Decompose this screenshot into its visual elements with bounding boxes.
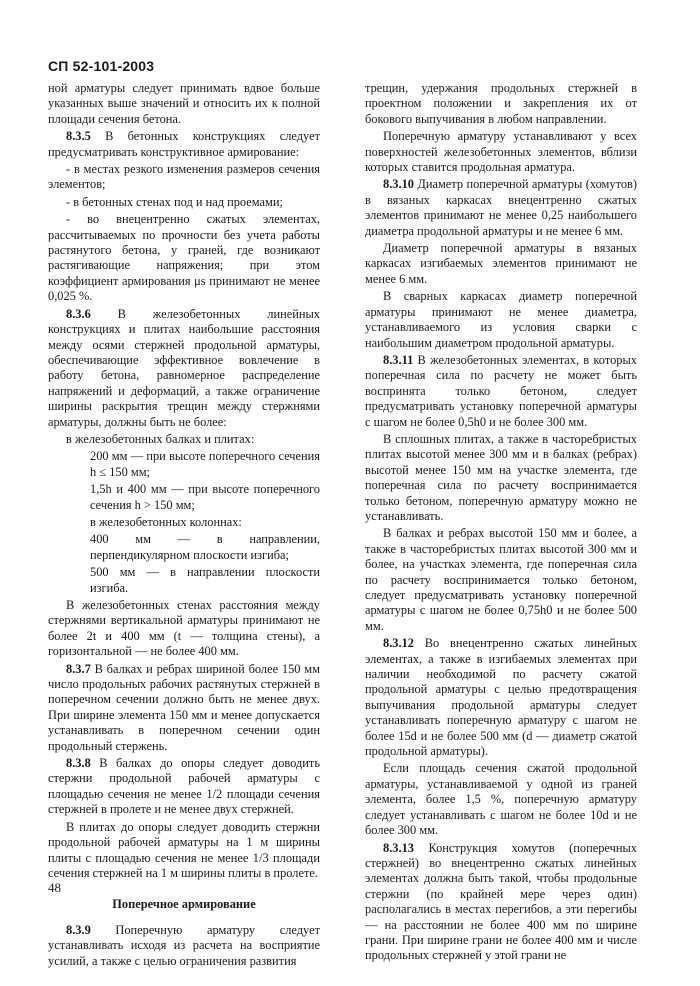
clause-text: В балках до опоры следует доводить стержни продольной рабочей арматуры с площадью сечения не менее 1/2 площади сечения стержней в пролете и не менее двух стержней. [48,756,320,817]
list-item: в железобетонных балках и плитах: [66,431,255,446]
paragraph: - в бетонных стенах под и над проемами; [66,194,283,209]
clause-number: 8.3.6 [66,306,91,321]
paragraph: - в местах резкого изменения размеров сечения элементов; [48,162,320,192]
paragraph: Если площадь сечения сжатой продольной арматуры, устанавливаемой у одной из граней элемента, более 1,5 %, поперечную арматуру следует устанавливать с шагом не более 10d и не более 300 мм. [365,761,637,838]
section-heading: Поперечное армирование [112,897,256,912]
page-number: 48 [48,880,61,895]
clause-text: Конструкция хомутов (поперечных стержней) во внецентренно сжатых линейных элементах должна быть такой, чтобы продольные стержни (по крайней мере через один) располагались в местах перегибов, а эти перегибы — на расстоянии не более 400 мм по ширине грани. При ширине грани не более 400 мм и числе продольных стержней у этой грани не [365,840,637,963]
clause-paragraph [48,756,320,818]
clause-paragraph [48,307,320,430]
list-item: в железобетонных колоннах: [90,514,242,529]
clause-paragraph [365,636,637,759]
paragraph: В балках и ребрах высотой 150 мм и более, а также в часторебристых плитах высотой 300 мм и более, на участках элемента, где поперечная сила по расчету воспринимается только бетоном, следует предусматривать установку поперечной арматуры с шагом не более 0,75h0 и не более 500 мм. [365,526,637,633]
paragraph: ной арматуры следует принимать вдвое больше указанных выше значений и относить их к полной площади сечения бетона. [48,81,320,126]
clause-number: 8.3.9 [66,922,91,937]
clause-text: Во внецентренно сжатых линейных элементах, а также в изгибаемых элементах при наличии необходимой по расчету сжатой продольной арматуры с целью предотвращения выпучивания продольной арматуры следует устанавливать поперечную арматуру с шагом не более 15d и не более 500 мм (d — диаметр сжатой продольной арматуры). [365,636,637,759]
paragraph: В сварных каркасах диаметр поперечной арматуры принимают не менее диаметра, устанавливаемого из условия сварки с наибольшим диаметром продольной арматуры. [365,289,637,350]
clause-paragraph [48,662,320,754]
right-column [365,81,637,966]
clause-text: В железобетонных элементах, в которых поперечная сила по расчету не может быть воспринята только бетоном, следует предусматривать установку поперечной арматуры с шагом не более 0,5h0 и не более 300 мм. [365,352,637,429]
clause-text: В железобетонных линейных конструкциях и плитах наибольшие расстояния между осями стержней продольной арматуры, обеспечивающие эффективное вовлечение в работу бетона, равномерное распределение напряжений и деформаций, а также ограничение ширины раскрытия трещин между стержнями арматуры, должны быть не более: [48,306,320,429]
paragraph: В железобетонных стенах расстояния между стержнями вертикальной арматуры принимают не более 2t и 400 мм (t — толщина стены), а горизонтальной — не более 400 мм. [48,598,320,659]
clause-paragraph [48,129,320,160]
paragraph: Поперечную арматуру устанавливают у всех поверхностей железобетонных элементов, вблизи которых ставится продольная арматура. [365,129,637,175]
clause-number: 8.3.5 [66,129,91,144]
paragraph: В плитах до опоры следует доводить стержни продольной рабочей арматуры на 1 м ширины плиты с площадью сечения не менее 1/3 площади сечения стержней на 1 м ширины плиты в пролете. [48,819,320,880]
clause-text: Поперечную арматуру следует устанавливать исходя из расчета на восприятие усилий, а также с целью ограничения развития [48,922,320,968]
clause-number: 8.3.8 [66,756,91,771]
clause-number: 8.3.10 [383,177,414,192]
clause-number: 8.3.7 [66,661,91,676]
clause-number: 8.3.12 [383,636,414,651]
list-item: 500 мм — в направлении плоскости изгиба. [90,565,320,595]
list-item: 1,5h и 400 мм — при высоте поперечного сечения h > 150 мм; [90,482,320,512]
paragraph: трещин, удержания продольных стержней в проектном положении и закрепления их от бокового выпучивания в любом направлении. [365,81,637,126]
clause-number: 8.3.13 [383,840,414,855]
paragraph: Диаметр поперечной арматуры в вязаных каркасах изгибаемых элементов принимают не менее 6 мм. [365,241,637,286]
paragraph: - во внецентренно сжатых элементах, рассчитываемых по прочности без учета работы растянутого бетона, у граней, где возникают растягивающие напряжения; при этом коэффициент армирования μs принимают не менее 0,025 %. [48,212,320,304]
clause-number: 8.3.11 [383,352,414,367]
list-item: 400 мм — в направлении, перпендикулярном плоскости изгиба; [90,532,320,562]
clause-paragraph [48,923,320,969]
list-item: 200 мм — при высоте поперечного сечения h ≤ 150 мм; [90,449,320,479]
clause-paragraph [365,177,637,239]
paragraph: В сплошных плитах, а также в часторебристых плитах высотой менее 300 мм и в балках (ребрах) высотой менее 150 мм на участке элемента, где поперечная сила по расчету воспринимается только бетоном, поперечную арматуру можно не устанавливать. [365,431,637,523]
document-code-header: СП 52-101-2003 [48,58,155,74]
clause-text: В балках и ребрах шириной более 150 мм число продольных рабочих растянутых стержней в поперечном сечении должно быть не менее двух. При ширине элемента 150 мм и менее допускается устанавливать в поперечном сечении один продольный стержень. [48,661,320,753]
clause-paragraph [365,353,637,430]
clause-paragraph [365,841,637,964]
clause-text: В бетонных конструкциях следует предусматривать конструктивное армирование: [48,129,320,159]
left-column [48,81,320,971]
clause-text: Диаметр поперечной арматуры (хомутов) в вязаных каркасах внецентренно сжатых элементов принимают не менее 0,25 наибольшего диаметра продольной арматуры и не менее 6 мм. [365,177,637,238]
